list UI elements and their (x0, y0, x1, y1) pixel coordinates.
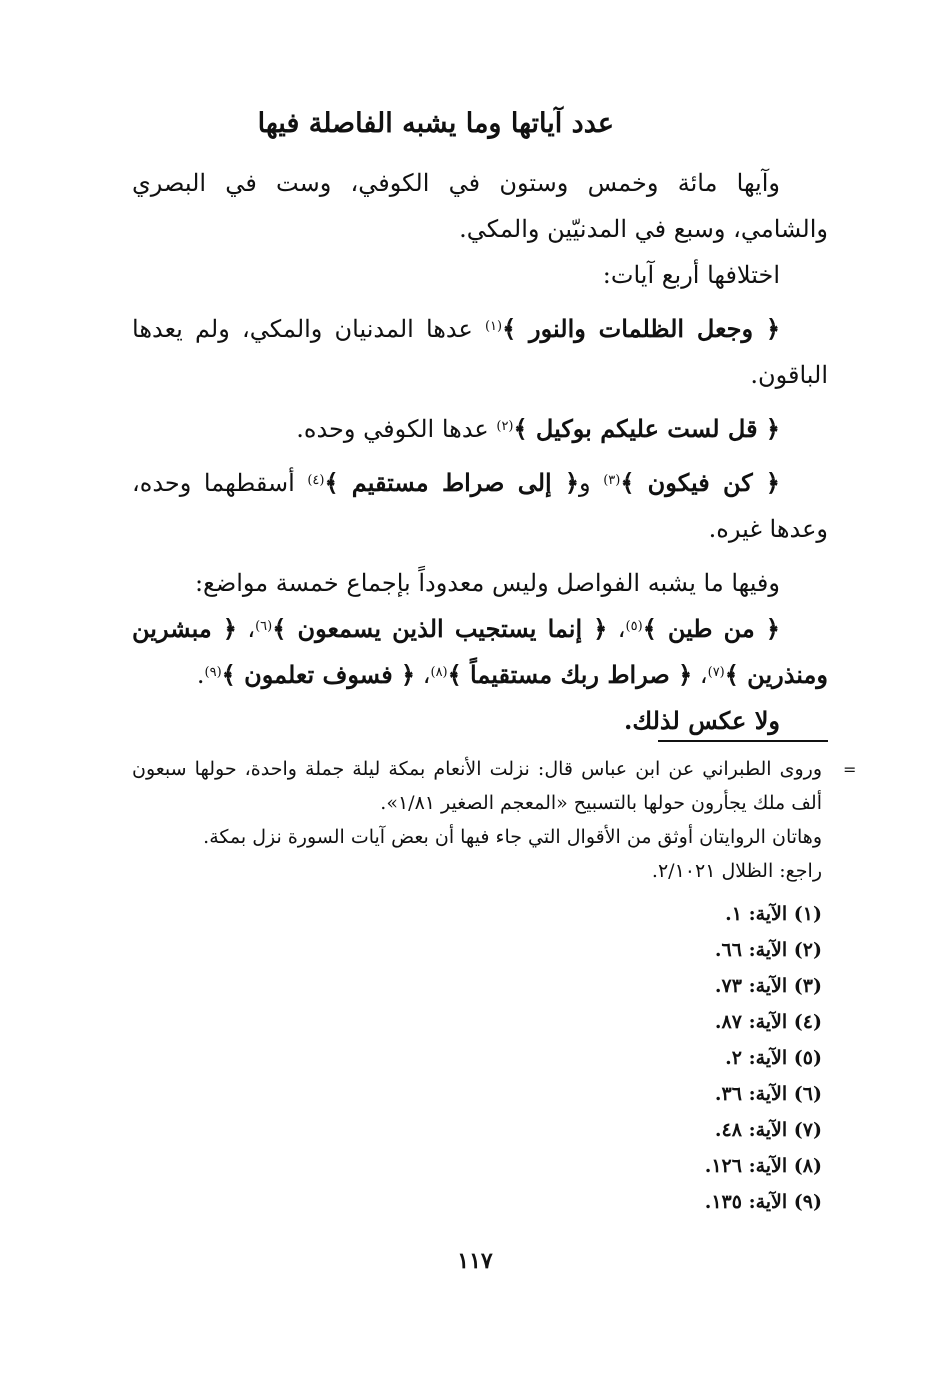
paragraph-difference-3 (132, 460, 828, 552)
footnote-note: وهاتان الروايتان أوثق من الأقوال التي جاء فيها أن بعض آيات السورة نزل بمكة. (203, 826, 822, 848)
footnote-note: راجع: الظلال ٢/١٠٢١. (651, 860, 822, 882)
paragraph-verse-count: وآيها مائة وخمس وستون في الكوفي، وست في البصري والشامي، وسبع في المدنيّين والمكي. (132, 169, 828, 243)
footnote-note: وروى الطبراني عن ابن عباس قال: نزلت الأنعام بمكة ليلة جملة واحدة، حولها سبعون ألف ملك يجأرون حولها بالتسبيح «المعجم الصغير ١/٨١». (132, 758, 822, 814)
quranic-quote: ﴿ من طين ﴾ (642, 614, 780, 643)
footnote-item: (٦) الآية: ٣٦. (714, 1083, 822, 1105)
footnote-ref: (٩) (204, 665, 222, 680)
quranic-quote: ﴿ مبشرين ومنذرين ﴾ (132, 614, 828, 689)
footnote-item: (٣) الآية: ٧٣. (714, 975, 822, 997)
footnote-continuation (132, 752, 822, 888)
footnote-item: (٥) الآية: ٢. (725, 1047, 822, 1069)
footnote-item: (٩) الآية: ١٣٥. (704, 1191, 822, 1213)
footnote-ref: (١) (484, 319, 503, 334)
quranic-quote: ﴿ قل لست عليكم بوكيل ﴾ (513, 414, 780, 443)
separator: ، (607, 615, 626, 643)
continuation-mark: = (843, 760, 857, 779)
footnote-list (400, 896, 822, 1220)
separator: ، (415, 661, 431, 689)
footnote-item: (٨) الآية: ١٢٦. (704, 1155, 822, 1177)
separator: ، (692, 661, 708, 689)
quranic-quote: ﴿ إلى صراط مستقيم ﴾ (324, 468, 580, 497)
footnote-ref: (٧) (707, 665, 725, 680)
paragraph-text: أسقطهما وحده، وعدها غيره. (132, 469, 828, 543)
page-number: ١١٧ (457, 1248, 493, 1274)
paragraph-text: عدها المدنيان والمكي، ولم يعدها الباقون. (132, 315, 828, 389)
footnote-ref: (٦) (255, 619, 273, 634)
paragraph-difference-1 (132, 306, 828, 398)
main-text (132, 160, 828, 744)
footnote-item: (٢) الآية: ٦٦. (714, 939, 822, 961)
paragraph-similar-intro: وفيها ما يشبه الفواصل وليس معدوداً بإجماع خمسة مواضع: (194, 569, 780, 597)
paragraph-similar-list (132, 606, 828, 698)
quranic-quote: ﴿ وجعل الظلمات والنور ﴾ (502, 314, 781, 343)
paragraph-text: و (579, 469, 604, 497)
footnote-item: (٧) الآية: ٤٨. (714, 1119, 822, 1141)
paragraph-differences-intro: اختلافها أربع آيات: (602, 261, 780, 289)
footnote-item: (١) الآية: ١. (725, 903, 822, 925)
footnote-ref: (٤) (307, 473, 325, 488)
paragraph-difference-2 (132, 406, 828, 452)
quranic-quote: ﴿ كن فيكون ﴾ (620, 468, 780, 497)
footnote-ref: (٨) (430, 665, 448, 680)
separator: ، (236, 615, 256, 643)
footnote-ref: (٢) (496, 419, 514, 434)
paragraph-text: عدها الكوفي وحده. (296, 415, 497, 443)
quranic-quote: ﴿ فسوف تعلمون ﴾ (221, 660, 416, 689)
footnote-divider (658, 740, 828, 742)
paragraph-end: . (196, 661, 205, 689)
footnote-ref: (٥) (625, 619, 643, 634)
section-heading: عدد آياتها وما يشبه الفاصلة فيها (257, 108, 614, 139)
footnote-ref: (٣) (603, 473, 621, 488)
quranic-quote: ﴿ صراط ربك مستقيماً ﴾ (447, 660, 693, 689)
footnote-item: (٤) الآية: ٨٧. (714, 1011, 822, 1033)
quranic-quote: ﴿ إنما يستجيب الذين يسمعون ﴾ (272, 614, 608, 643)
paragraph-conclusion: ولا عكس لذلك. (624, 706, 780, 735)
